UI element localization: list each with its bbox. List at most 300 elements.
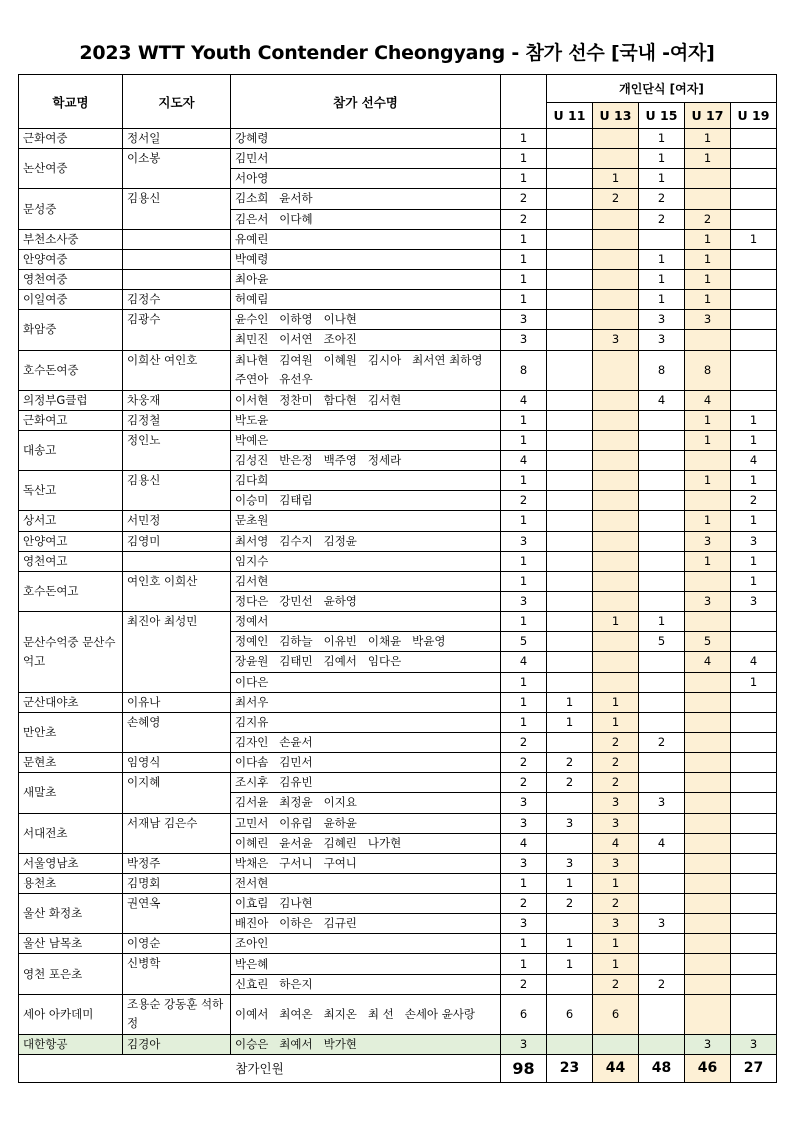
u15-cell [639, 672, 685, 692]
u15-header: U 15 [639, 103, 685, 129]
players-cell: 문초원 [231, 511, 501, 531]
u17-cell [685, 793, 731, 813]
u17-cell [685, 974, 731, 994]
u11-cell [547, 833, 593, 853]
u15-cell: 1 [639, 149, 685, 169]
u11-cell [547, 209, 593, 229]
u11-cell [547, 390, 593, 410]
school-cell: 안양여고 [19, 531, 123, 551]
u11-cell [547, 571, 593, 591]
u11-cell [547, 793, 593, 813]
u13-cell [593, 269, 639, 289]
total-cell: 1 [501, 269, 547, 289]
u11-cell [547, 1034, 593, 1054]
school-cell: 세아 아카데미 [19, 994, 123, 1034]
u15-cell [639, 491, 685, 511]
school-cell: 상서고 [19, 511, 123, 531]
u13-cell: 1 [593, 712, 639, 732]
total-header [501, 75, 547, 129]
table-row [19, 954, 777, 974]
table-row [19, 712, 777, 732]
u17-cell: 3 [685, 591, 731, 611]
u17-cell [685, 571, 731, 591]
coach-cell [123, 249, 231, 269]
u15-cell [639, 712, 685, 732]
school-cell: 대한항공 [19, 1034, 123, 1054]
u15-cell [639, 954, 685, 974]
u13-cell: 1 [593, 873, 639, 893]
u15-cell [639, 773, 685, 793]
school-cell: 서울영남초 [19, 853, 123, 873]
table-row [19, 249, 777, 269]
u17-cell: 4 [685, 390, 731, 410]
u13-cell [593, 551, 639, 571]
total-cell: 2 [501, 773, 547, 793]
table-row [19, 873, 777, 893]
u11-cell [547, 672, 593, 692]
u13-cell [593, 511, 639, 531]
u13-cell [593, 531, 639, 551]
u19-cell [731, 612, 777, 632]
coach-cell: 여인호 이희산 [123, 571, 231, 611]
total-cell: 1 [501, 551, 547, 571]
school-cell: 군산대야초 [19, 692, 123, 712]
u19-cell: 4 [731, 450, 777, 470]
u11-cell [547, 974, 593, 994]
school-cell: 부천소사중 [19, 229, 123, 249]
table-row [19, 189, 777, 209]
table-row [19, 994, 777, 1034]
u17-cell [685, 853, 731, 873]
players-cell: 박은혜 [231, 954, 501, 974]
total-cell: 2 [501, 974, 547, 994]
u17-cell: 1 [685, 269, 731, 289]
u19-cell [731, 914, 777, 934]
u17-cell: 1 [685, 511, 731, 531]
u17-cell: 1 [685, 410, 731, 430]
players-cell: 이예서 최여온 최지온 최 선 손세아 윤사랑 [231, 994, 501, 1034]
participants-table [18, 74, 777, 1083]
players-cell: 이다솜 김민서 [231, 753, 501, 773]
u17-cell [685, 894, 731, 914]
u11-cell [547, 591, 593, 611]
u17-cell [685, 934, 731, 954]
u13-cell [593, 632, 639, 652]
u19-cell [731, 269, 777, 289]
u13-cell [593, 1034, 639, 1054]
u13-cell [593, 450, 639, 470]
u17-cell [685, 813, 731, 833]
u15-cell: 5 [639, 632, 685, 652]
table-row [19, 934, 777, 954]
school-cell: 의정부G클럽 [19, 390, 123, 410]
coach-cell: 김광수 [123, 310, 231, 350]
players-cell: 신효린 하은지 [231, 974, 501, 994]
u17-cell [685, 612, 731, 632]
total-cell: 8 [501, 350, 547, 390]
total-cell: 4 [501, 652, 547, 672]
u15-cell [639, 410, 685, 430]
total-cell: 1 [501, 471, 547, 491]
u15-cell: 4 [639, 833, 685, 853]
players-cell: 김민서 [231, 149, 501, 169]
u15-cell [639, 894, 685, 914]
u19-cell [731, 894, 777, 914]
u17-cell [685, 450, 731, 470]
u11-cell [547, 189, 593, 209]
players-cell: 최민진 이서연 조아진 [231, 330, 501, 350]
u19-cell [731, 813, 777, 833]
total-cell: 2 [501, 491, 547, 511]
school-cell: 문현초 [19, 753, 123, 773]
u19-cell: 4 [731, 652, 777, 672]
u13-cell: 1 [593, 954, 639, 974]
players-cell: 김다희 [231, 471, 501, 491]
u11-cell [547, 350, 593, 390]
u15-cell [639, 551, 685, 571]
players-cell: 정예인 김하늘 이유빈 이채윤 박윤영 [231, 632, 501, 652]
u13-cell: 4 [593, 833, 639, 853]
u13-cell [593, 249, 639, 269]
u11-cell: 2 [547, 773, 593, 793]
coach-cell: 조용순 강동훈 석하정 [123, 994, 231, 1034]
players-cell: 박도윤 [231, 410, 501, 430]
table-row [19, 471, 777, 491]
u13-cell: 1 [593, 934, 639, 954]
school-cell: 서대전초 [19, 813, 123, 853]
u11-cell: 3 [547, 853, 593, 873]
u13-cell [593, 229, 639, 249]
u19-cell: 1 [731, 672, 777, 692]
players-cell: 박예은 [231, 430, 501, 450]
players-cell: 최나현 김여원 이혜원 김시아 최서연 최하영 주연아 유선우 [231, 350, 501, 390]
players-cell: 고민서 이유림 윤하윤 [231, 813, 501, 833]
u15-cell [639, 430, 685, 450]
school-cell: 독산고 [19, 471, 123, 511]
total-cell: 3 [501, 591, 547, 611]
total-cell: 3 [501, 793, 547, 813]
u15-cell: 1 [639, 269, 685, 289]
u17-cell [685, 753, 731, 773]
u13-cell [593, 290, 639, 310]
u11-cell [547, 551, 593, 571]
u11-cell [547, 450, 593, 470]
coach-cell: 김영미 [123, 531, 231, 551]
u17-header: U 17 [685, 103, 731, 129]
u13-cell: 6 [593, 994, 639, 1034]
school-cell: 영천 포은초 [19, 954, 123, 994]
u19-header: U 19 [731, 103, 777, 129]
u17-cell [685, 994, 731, 1034]
players-cell: 강혜령 [231, 129, 501, 149]
u15-cell [639, 591, 685, 611]
u17-cell: 1 [685, 551, 731, 571]
u15-cell [639, 692, 685, 712]
school-header: 학교명 [19, 75, 123, 129]
u19-cell [731, 974, 777, 994]
table-row [19, 430, 777, 450]
totals-u11: 23 [547, 1054, 593, 1082]
u15-cell [639, 511, 685, 531]
total-cell: 2 [501, 209, 547, 229]
u17-cell [685, 330, 731, 350]
table-row [19, 511, 777, 531]
total-cell: 1 [501, 129, 547, 149]
u17-cell: 1 [685, 290, 731, 310]
coach-cell: 김경아 [123, 1034, 231, 1054]
u17-cell [685, 169, 731, 189]
school-cell: 문성중 [19, 189, 123, 229]
u17-cell [685, 954, 731, 974]
u19-cell [731, 310, 777, 330]
u13-cell: 3 [593, 853, 639, 873]
players-cell: 김지유 [231, 712, 501, 732]
u19-cell [731, 712, 777, 732]
total-cell: 3 [501, 330, 547, 350]
u17-cell [685, 732, 731, 752]
u15-cell [639, 471, 685, 491]
table-row [19, 894, 777, 914]
u11-cell [547, 269, 593, 289]
u11-cell [547, 249, 593, 269]
page-title: 2023 WTT Youth Contender Cheongyang - 참가 선수 [국내 -여자] [79, 42, 715, 64]
players-cell: 조시후 김유빈 [231, 773, 501, 793]
players-cell: 최서우 [231, 692, 501, 712]
table-row [19, 290, 777, 310]
players-cell: 서아영 [231, 169, 501, 189]
coach-cell: 김정철 [123, 410, 231, 430]
u19-cell: 3 [731, 591, 777, 611]
u13-cell: 3 [593, 793, 639, 813]
coach-cell: 김명회 [123, 873, 231, 893]
total-cell: 3 [501, 310, 547, 330]
u17-cell [685, 692, 731, 712]
u13-cell [593, 430, 639, 450]
u19-cell [731, 954, 777, 974]
u15-cell: 2 [639, 732, 685, 752]
table-row [19, 612, 777, 632]
total-cell: 6 [501, 994, 547, 1034]
u15-cell: 4 [639, 390, 685, 410]
u17-cell [685, 672, 731, 692]
coach-cell: 정인노 [123, 430, 231, 470]
coach-cell: 서재남 김은수 [123, 813, 231, 853]
players-cell: 최아윤 [231, 269, 501, 289]
players-cell: 이효림 김나현 [231, 894, 501, 914]
total-cell: 2 [501, 894, 547, 914]
table-row [19, 269, 777, 289]
u15-cell [639, 571, 685, 591]
u11-cell [547, 149, 593, 169]
total-cell: 3 [501, 853, 547, 873]
u13-cell [593, 310, 639, 330]
total-cell: 3 [501, 531, 547, 551]
total-cell: 1 [501, 149, 547, 169]
coach-cell: 이지혜 [123, 773, 231, 813]
coach-cell: 서민정 [123, 511, 231, 531]
table-row [19, 853, 777, 873]
u19-cell: 1 [731, 229, 777, 249]
players-cell: 박예령 [231, 249, 501, 269]
u15-cell: 1 [639, 612, 685, 632]
u17-cell: 5 [685, 632, 731, 652]
coach-cell: 이영순 [123, 934, 231, 954]
table-row [19, 813, 777, 833]
u19-cell [731, 189, 777, 209]
u19-cell: 3 [731, 1034, 777, 1054]
coach-cell: 정서일 [123, 129, 231, 149]
total-cell: 5 [501, 632, 547, 652]
u11-cell: 2 [547, 894, 593, 914]
coach-cell [123, 269, 231, 289]
players-cell: 장윤원 김태민 김예서 임다은 [231, 652, 501, 672]
players-cell: 김소희 윤서하 [231, 189, 501, 209]
u11-cell [547, 410, 593, 430]
u17-cell [685, 833, 731, 853]
u13-cell: 2 [593, 189, 639, 209]
u19-cell [731, 773, 777, 793]
school-cell: 이일여중 [19, 290, 123, 310]
u15-cell: 3 [639, 310, 685, 330]
total-cell: 2 [501, 189, 547, 209]
table-row [19, 773, 777, 793]
coach-header: 지도자 [123, 75, 231, 129]
players-cell: 전서현 [231, 873, 501, 893]
total-cell: 1 [501, 169, 547, 189]
school-cell: 호수돈여고 [19, 571, 123, 611]
totals-all: 98 [501, 1054, 547, 1082]
u11-cell [547, 732, 593, 752]
u13-cell: 2 [593, 753, 639, 773]
u13-cell [593, 350, 639, 390]
u15-cell [639, 934, 685, 954]
u13-cell [593, 471, 639, 491]
table-body [19, 129, 777, 1055]
u19-cell [731, 249, 777, 269]
u15-cell [639, 652, 685, 672]
coach-cell [123, 229, 231, 249]
u15-cell: 3 [639, 330, 685, 350]
u11-cell [547, 491, 593, 511]
u17-cell: 1 [685, 471, 731, 491]
total-cell: 2 [501, 753, 547, 773]
players-cell: 정다은 강민선 윤하영 [231, 591, 501, 611]
total-cell: 1 [501, 249, 547, 269]
u15-cell: 2 [639, 189, 685, 209]
total-cell: 4 [501, 390, 547, 410]
u19-cell [731, 873, 777, 893]
u15-cell: 2 [639, 974, 685, 994]
total-cell: 1 [501, 934, 547, 954]
players-cell: 김서현 [231, 571, 501, 591]
school-cell: 근화여고 [19, 410, 123, 430]
players-cell: 김성진 반은정 백주영 정세라 [231, 450, 501, 470]
totals-u15: 48 [639, 1054, 685, 1082]
u19-cell [731, 350, 777, 390]
total-cell: 4 [501, 450, 547, 470]
u17-cell [685, 189, 731, 209]
u15-cell [639, 873, 685, 893]
u11-cell [547, 531, 593, 551]
players-header: 참가 선수명 [231, 75, 501, 129]
u19-cell [731, 330, 777, 350]
u17-cell [685, 712, 731, 732]
total-cell: 1 [501, 954, 547, 974]
u13-cell [593, 571, 639, 591]
players-cell: 이다은 [231, 672, 501, 692]
table-row [19, 229, 777, 249]
school-cell: 호수돈여중 [19, 350, 123, 390]
table-row [19, 350, 777, 390]
u17-cell: 8 [685, 350, 731, 390]
school-cell: 울산 남목초 [19, 934, 123, 954]
u17-cell [685, 914, 731, 934]
u15-cell: 3 [639, 793, 685, 813]
u19-cell: 1 [731, 571, 777, 591]
table-row [19, 129, 777, 149]
u17-cell [685, 491, 731, 511]
u15-cell [639, 1034, 685, 1054]
coach-cell [123, 551, 231, 571]
u19-cell [731, 994, 777, 1034]
table-row [19, 571, 777, 591]
players-cell: 윤수인 이하영 이나현 [231, 310, 501, 330]
players-cell: 이서현 정찬미 함다현 김서현 [231, 390, 501, 410]
total-cell: 2 [501, 732, 547, 752]
players-cell: 김서윤 최정윤 이지요 [231, 793, 501, 813]
players-cell: 이승미 김태림 [231, 491, 501, 511]
u13-cell [593, 591, 639, 611]
u11-cell [547, 430, 593, 450]
coach-cell: 차웅재 [123, 390, 231, 410]
u19-cell [731, 793, 777, 813]
table-row [19, 390, 777, 410]
u11-cell [547, 310, 593, 330]
players-cell: 박채은 구서니 구여니 [231, 853, 501, 873]
u15-cell [639, 853, 685, 873]
u11-header: U 11 [547, 103, 593, 129]
totals-label: 참가인원 [19, 1054, 501, 1082]
players-cell: 정예서 [231, 612, 501, 632]
table-row [19, 149, 777, 169]
u11-cell [547, 229, 593, 249]
u13-header: U 13 [593, 103, 639, 129]
u15-cell [639, 813, 685, 833]
total-cell: 1 [501, 873, 547, 893]
u19-cell [731, 129, 777, 149]
u19-cell [731, 753, 777, 773]
school-cell: 영천여고 [19, 551, 123, 571]
u13-cell [593, 209, 639, 229]
u15-cell: 2 [639, 209, 685, 229]
u13-cell: 1 [593, 612, 639, 632]
u11-cell: 1 [547, 712, 593, 732]
coach-cell: 임영식 [123, 753, 231, 773]
u15-cell [639, 994, 685, 1034]
u17-cell: 3 [685, 531, 731, 551]
u11-cell: 3 [547, 813, 593, 833]
u15-cell [639, 531, 685, 551]
total-cell: 1 [501, 712, 547, 732]
table-row [19, 410, 777, 430]
u19-cell [731, 290, 777, 310]
coach-cell: 김용신 [123, 471, 231, 511]
u17-cell: 4 [685, 652, 731, 672]
u19-cell: 1 [731, 430, 777, 450]
table-row [19, 692, 777, 712]
u17-cell: 1 [685, 149, 731, 169]
u19-cell: 1 [731, 511, 777, 531]
